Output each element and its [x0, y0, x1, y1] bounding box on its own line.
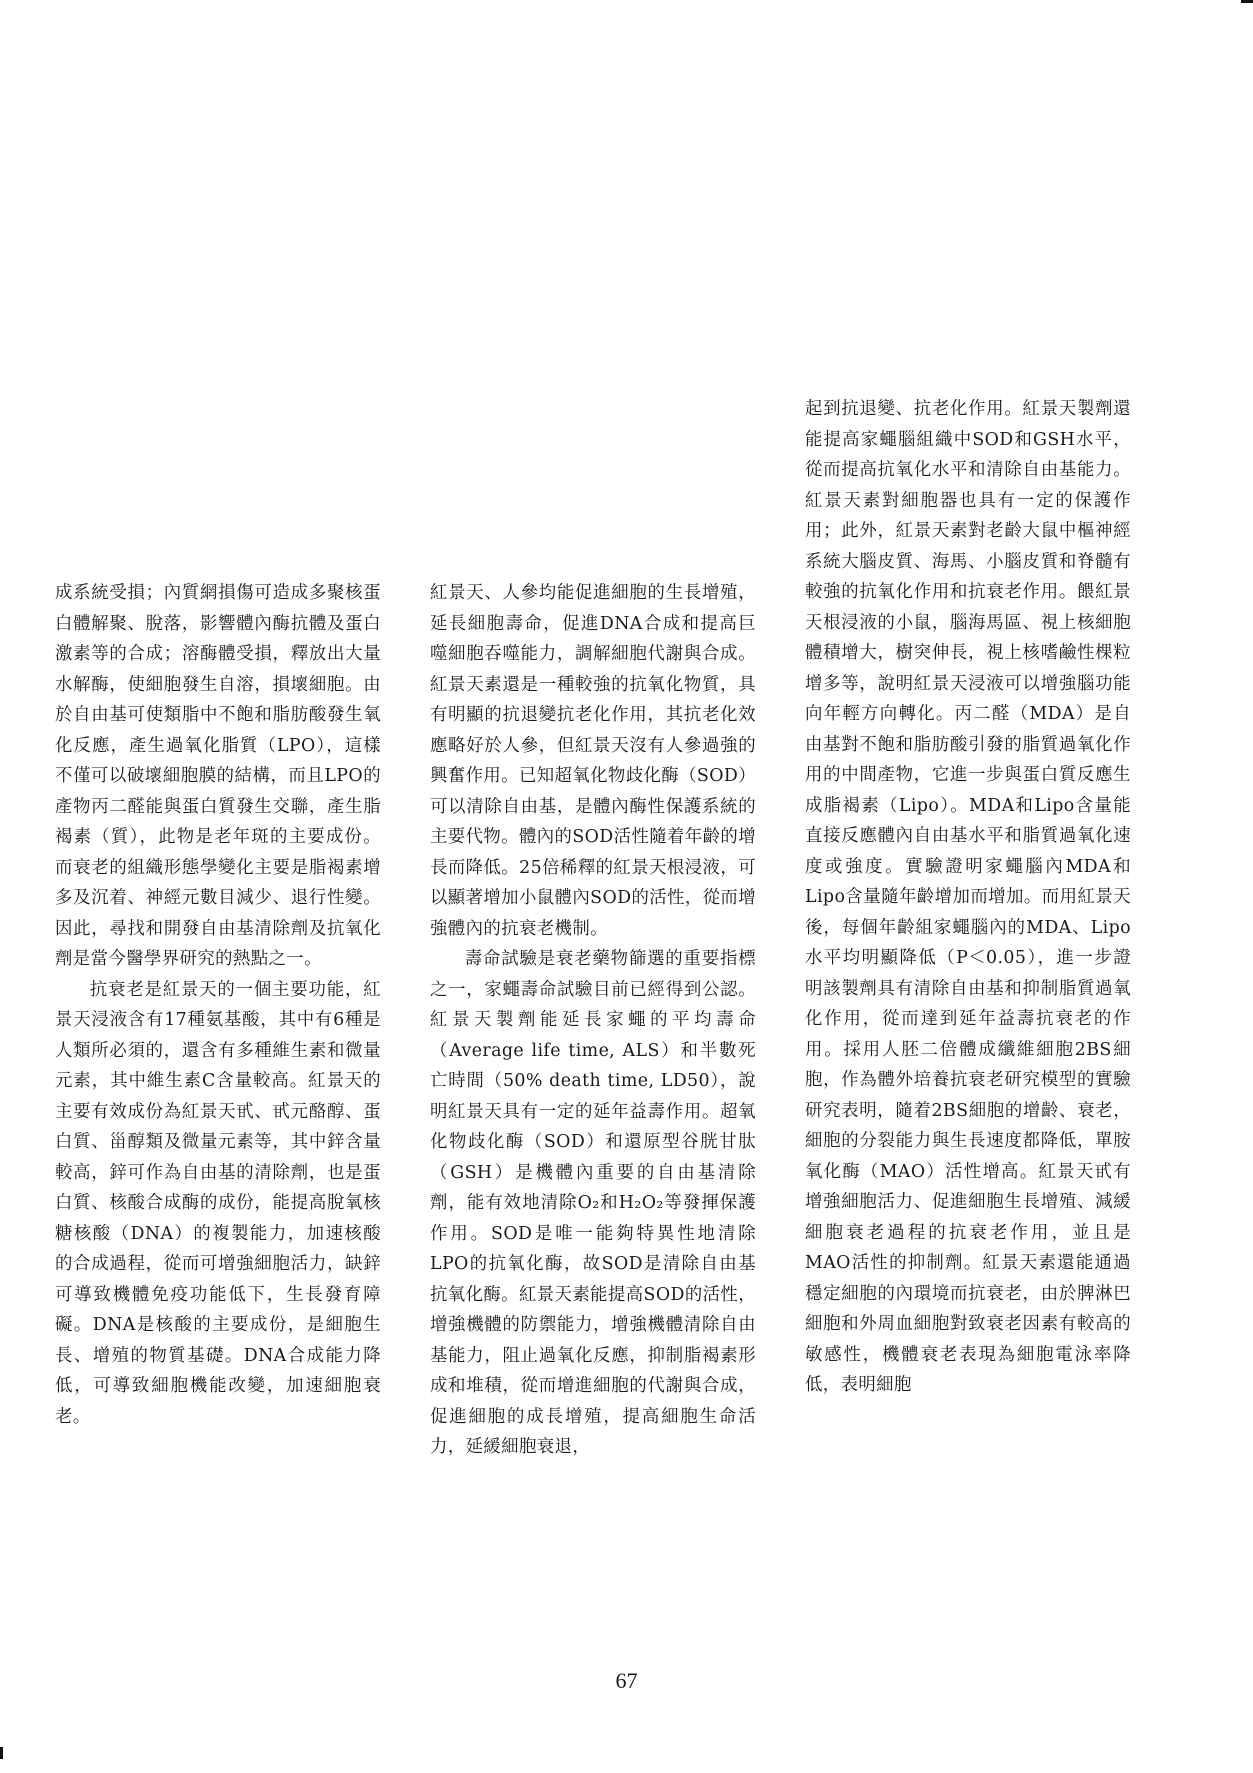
- text-column-3: [805, 394, 1131, 1401]
- text-column-1: [55, 578, 381, 1432]
- page-number: 67: [615, 1668, 638, 1693]
- text-column-2: [430, 578, 756, 1463]
- crop-mark-bottom-left: [0, 1747, 3, 1759]
- paragraph: 成系統受損；內質網損傷可造成多聚核蛋白體解聚、脫落，影響體內酶抗體及蛋白激素等的合成；溶酶體受損，釋放出大量水解酶，使細胞發生自溶，損壞細胞。由於自由基可使類脂中不飽和脂肪酸發生氧化反應，產生過氧化脂質（LPO），這樣不僅可以破壞細胞膜的結構，而且LPO的產物丙二醛能與蛋白質發生交聯，產生脂褐素（質），此物是老年斑的主要成份。而衰老的組織形態學變化主要是脂褐素增多及沉着、神經元數目減少、退行性變。因此，尋找和開發自由基清除劑及抗氧化劑是當今醫學界研究的熱點之一。: [55, 583, 381, 969]
- paragraph: 紅景天、人參均能促進細胞的生長增殖，延長細胞壽命，促進DNA合成和提高巨噬細胞吞噬能力，調解細胞代謝與合成。紅景天素還是一種較強的抗氧化物質，具有明顯的抗退變抗老化作用，其抗老化效應略好於人參，但紅景天沒有人參過強的興奮作用。已知超氧化物歧化酶（SOD）可以清除自由基，是體內酶性保護系統的主要代物。體內的SOD活性隨着年齡的增長而降低。25倍稀釋的紅景天根浸液，可以顯著增加小鼠體內SOD的活性，從而增強體內的抗衰老機制。: [430, 583, 756, 939]
- crop-mark-top-right: [1241, 0, 1253, 3]
- paragraph: 壽命試驗是衰老藥物篩選的重要指標之一，家蠅壽命試驗目前已經得到公認。紅景天製劑能延長家蠅的平均壽命（Average life time, ALS）和半數死亡時間（50% death time, LD50），說明紅景天具有一定的延年益壽作用。超氧化物歧化酶（SOD）和還原型谷胱甘肽（GSH）是機體內重要的自由基清除劑，能有效地清除O₂和H₂O₂等發揮保護作用。SOD是唯一能夠特異性地清除LPO的抗氧化酶，故SOD是清除自由基抗氧化酶。紅景天素能提高SOD的活性，增強機體的防禦能力，增強機體清除自由基能力，阻止過氧化反應，抑制脂褐素形成和堆積，從而增進細胞的代謝與合成，促進細胞的成長增殖，提高細胞生命活力，延緩細胞衰退，: [430, 949, 756, 1457]
- paragraph: 抗衰老是紅景天的一個主要功能，紅景天浸液含有17種氨基酸，其中有6種是人類所必須的，還含有多種維生素和微量元素，其中維生素C含量較高。紅景天的主要有效成份為紅景天甙、甙元酪醇、蛋白質、甾醇類及微量元素等，其中鋅含量較高，鋅可作為自由基的清除劑，也是蛋白質、核酸合成酶的成份，能提高脫氧核糖核酸（DNA）的複製能力，加速核酸的合成過程，從而可增強細胞活力，缺鋅可導致機體免疫功能低下，生長發育障礙。DNA是核酸的主要成份，是細胞生長、增殖的物質基礎。DNA合成能力降低，可導致細胞機能改變，加速細胞衰老。: [55, 979, 381, 1427]
- paragraph: 起到抗退變、抗老化作用。紅景天製劑還能提高家蠅腦組織中SOD和GSH水平，從而提高抗氧化水平和清除自由基能力。紅景天素對細胞器也具有一定的保護作用；此外，紅景天素對老齡大鼠中樞神經系統大腦皮質、海馬、小腦皮質和脊髓有較強的抗氧化作用和抗衰老作用。餵紅景天根浸液的小鼠，腦海馬區、視上核細胞體積增大，樹突伸長，視上核嗜鹼性棵粒增多等，說明紅景天浸液可以增強腦功能向年輕方向轉化。丙二醛（MDA）是自由基對不飽和脂肪酸引發的脂質過氧化作用的中間產物，它進一步與蛋白質反應生成脂褐素（Lipo）。MDA和Lipo含量能直接反應體內自由基水平和脂質過氧化速度或強度。實驗證明家蠅腦內MDA和Lipo含量隨年齡增加而增加。而用紅景天後，每個年齡組家蠅腦內的MDA、Lipo水平均明顯降低（P＜0.05），進一步證明該製劑具有清除自由基和抑制脂質過氧化作用，從而達到延年益壽抗衰老的作用。採用人胚二倍體成纖維細胞2BS細胞，作為體外培養抗衰老研究模型的實驗研究表明，隨着2BS細胞的增齡、衰老，細胞的分裂能力與生長速度都降低，單胺氧化酶（MAO）活性增高。紅景天甙有增強細胞活力、促進細胞生長增殖、減緩細胞衰老過程的抗衰老作用，並且是MAO活性的抑制劑。紅景天素還能通過穩定細胞的內環境而抗衰老，由於脾淋巴細胞和外周血細胞對致衰老因素有較高的敏感性，機體衰老表現為細胞電泳率降低，表明細胞: [805, 399, 1131, 1395]
